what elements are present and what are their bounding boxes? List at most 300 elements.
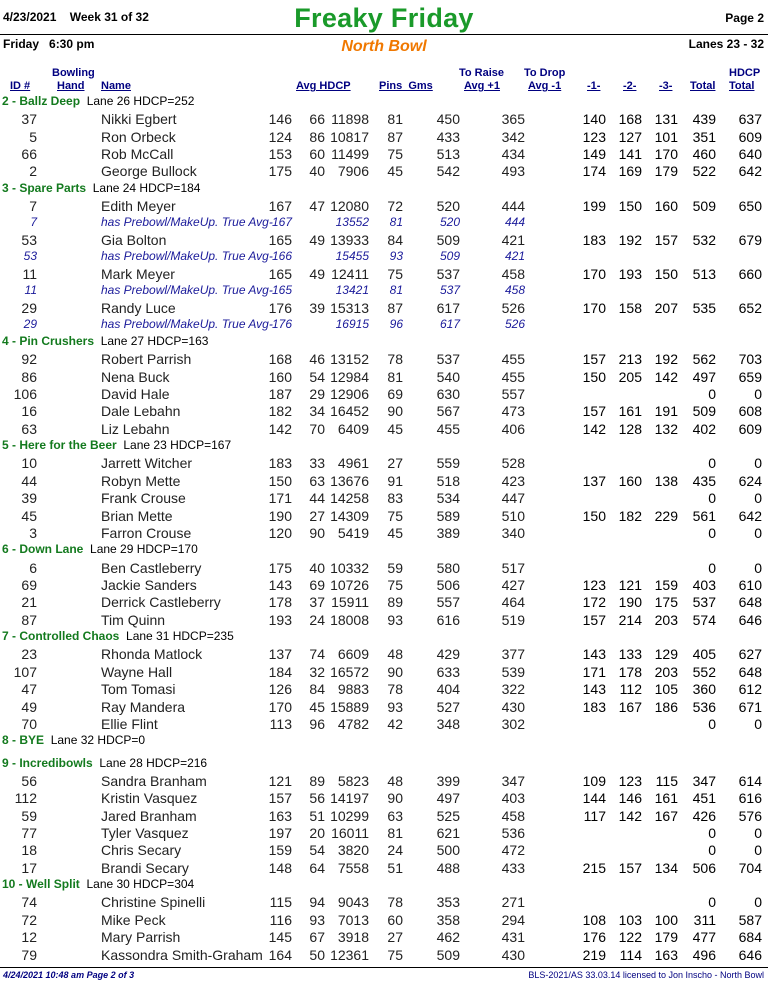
to-drop: 430: [501, 698, 525, 715]
to-raise: 429: [436, 646, 460, 663]
game1-score: 219: [582, 946, 606, 963]
pins: 12984: [330, 368, 369, 385]
col-id: ID #: [10, 80, 31, 92]
pins: 10332: [330, 559, 369, 576]
team-name: 5 - Here for the Beer: [2, 438, 117, 453]
handicap: 37: [309, 594, 325, 611]
bowler-name: Tyler Vasquez: [101, 825, 189, 841]
col-total: Total: [690, 80, 716, 92]
team-lane-hdcp: Lane 31 HDCP=235: [126, 629, 234, 644]
handicap: 40: [309, 559, 325, 576]
session-time: Friday 6:30 pm: [3, 37, 95, 51]
series-total: 477: [692, 929, 716, 946]
bowler-row: [0, 232, 768, 249]
pins: 7558: [337, 859, 369, 876]
to-raise: 389: [436, 525, 460, 541]
team-name: 4 - Pin Crushers: [2, 334, 95, 348]
bowler-name: has Prebowl/MakeUp. True Avg-: [101, 283, 273, 298]
average: 176: [268, 300, 292, 316]
game2-score: 213: [618, 351, 642, 368]
handicap: 66: [309, 111, 325, 128]
team-name: 10 - Well Split: [2, 877, 80, 892]
bowler-row: [0, 947, 768, 964]
game3-score: 105: [654, 681, 678, 698]
bowler-id: 7: [30, 215, 37, 230]
bowler-row: [0, 508, 768, 525]
games: 45: [387, 525, 403, 541]
bowler-row: [0, 790, 768, 807]
team-header: [2, 877, 768, 894]
handicap-total: 0: [754, 490, 762, 507]
average: 187: [268, 386, 292, 402]
handicap-total: 648: [738, 594, 762, 611]
game2-score: 193: [618, 266, 642, 282]
game1-score: 144: [582, 790, 606, 807]
games: 75: [387, 266, 403, 282]
average: 176: [271, 317, 292, 332]
game3-score: 207: [654, 300, 678, 316]
bowler-name: Robyn Mette: [101, 472, 181, 489]
bowler-name: Ron Orbeck: [101, 128, 176, 145]
game2-score: 103: [618, 911, 642, 928]
games: 45: [387, 420, 403, 437]
pins: 10817: [330, 128, 369, 145]
to-drop: 517: [501, 559, 525, 576]
to-drop: 430: [501, 946, 525, 963]
bowler-name: Wayne Hall: [101, 663, 173, 680]
average: 165: [268, 232, 292, 248]
bowler-row: [0, 369, 768, 386]
games: 48: [387, 646, 403, 663]
handicap-total: 646: [738, 611, 762, 628]
average: 165: [271, 283, 292, 298]
pins: 16915: [335, 317, 369, 332]
handicap: 67: [309, 929, 325, 946]
bowler-row: [0, 300, 768, 317]
handicap-total: 0: [754, 894, 762, 911]
bowler-row: [0, 111, 768, 128]
handicap-total: 576: [738, 807, 762, 824]
bowler-id: 45: [21, 507, 37, 524]
game1-score: 109: [582, 772, 606, 789]
average: 167: [268, 198, 292, 214]
to-raise: 358: [436, 911, 460, 928]
average: 175: [268, 163, 292, 180]
pins: 4961: [337, 455, 369, 472]
games: 93: [389, 249, 403, 264]
to-raise: 433: [436, 128, 460, 145]
series-total: 522: [692, 163, 716, 180]
to-drop: 528: [501, 455, 525, 472]
game2-score: 128: [618, 420, 642, 437]
pins: 12361: [330, 946, 369, 963]
to-raise: 455: [436, 420, 460, 437]
handicap: 74: [309, 646, 325, 663]
game1-score: 142: [582, 420, 606, 437]
handicap-total: 703: [738, 351, 762, 368]
pins: 13421: [335, 283, 369, 298]
game1-score: 172: [582, 594, 606, 611]
col-avg-plus1: Avg +1: [464, 80, 500, 92]
pins: 12411: [331, 266, 369, 282]
bowler-row: [0, 163, 768, 180]
handicap: 51: [309, 807, 325, 824]
handicap-total: 0: [754, 716, 762, 732]
bowler-id: 21: [21, 594, 37, 611]
bowler-id: 63: [21, 420, 37, 437]
to-drop: 447: [501, 490, 525, 507]
bowler-id: 77: [21, 825, 37, 841]
pins: 3820: [337, 842, 369, 859]
bowler-name: Derrick Castleberry: [101, 594, 221, 611]
handicap: 24: [309, 611, 325, 628]
to-raise: 462: [436, 929, 460, 946]
to-raise: 534: [436, 490, 460, 507]
average: 184: [268, 663, 292, 680]
to-raise: 497: [436, 790, 460, 807]
handicap: 47: [309, 198, 325, 214]
series-total: 561: [692, 507, 716, 524]
bowler-row: [0, 825, 768, 842]
handicap: 45: [309, 698, 325, 715]
bowler-id: 29: [23, 317, 37, 332]
handicap: 46: [309, 351, 325, 368]
bowler-row: [0, 612, 768, 629]
handicap-total: 0: [754, 559, 762, 576]
col-to-drop: To Drop: [524, 67, 566, 79]
games: 75: [387, 507, 403, 524]
to-drop: 322: [501, 681, 525, 698]
bowler-id: 87: [21, 611, 37, 628]
col-game2: -2-: [623, 80, 637, 92]
pins: 13552: [335, 215, 369, 230]
handicap-total: 648: [738, 663, 762, 680]
handicap-total: 612: [738, 681, 762, 698]
handicap-total: 609: [738, 420, 762, 437]
bowler-row: [0, 146, 768, 163]
to-raise: 509: [439, 249, 460, 264]
handicap-total: 610: [738, 577, 762, 593]
to-drop: 406: [501, 420, 525, 437]
col-avg-hdcp: Avg HDCP: [296, 80, 351, 92]
pins: 7013: [337, 911, 369, 928]
to-drop: 294: [501, 911, 525, 928]
handicap: 63: [309, 472, 325, 489]
games: 27: [387, 455, 403, 472]
average: 116: [269, 911, 292, 928]
handicap-total: 659: [738, 368, 762, 385]
game3-score: 134: [654, 859, 678, 876]
handicap-total: 679: [738, 232, 762, 248]
bowler-id: 16: [21, 403, 37, 420]
handicap-total: 637: [738, 111, 762, 128]
bowler-row: [0, 266, 768, 283]
game2-score: 192: [618, 232, 642, 248]
bowler-row: [0, 198, 768, 215]
col-hdcp: HDCP: [729, 67, 761, 79]
game1-score: 170: [582, 266, 606, 282]
handicap-total: 646: [738, 946, 762, 963]
series-total: 403: [692, 577, 716, 593]
to-raise: 537: [436, 351, 460, 368]
average: 178: [268, 594, 292, 611]
to-raise: 509: [436, 946, 460, 963]
handicap: 84: [309, 681, 325, 698]
series-total: 513: [692, 266, 716, 282]
bowler-row: [0, 681, 768, 698]
bowler-id: 7: [29, 198, 37, 214]
average: 113: [269, 716, 292, 732]
to-drop: 423: [501, 472, 525, 489]
handicap-total: 671: [738, 698, 762, 715]
bowler-name: Gia Bolton: [101, 232, 167, 248]
to-drop: 434: [501, 146, 525, 162]
to-drop: 433: [501, 859, 525, 876]
average: 182: [268, 403, 292, 420]
handicap-total: 0: [754, 455, 762, 472]
to-raise: 633: [436, 663, 460, 680]
games: 83: [387, 490, 403, 507]
pins: 9883: [337, 681, 369, 698]
to-drop: 403: [501, 790, 525, 807]
series-total: 311: [693, 911, 716, 928]
game1-score: 174: [582, 163, 606, 180]
handicap-total: 640: [738, 146, 762, 162]
bowler-name: Frank Crouse: [101, 490, 186, 507]
series-total: 497: [692, 368, 716, 385]
games: 89: [387, 594, 403, 611]
games: 81: [387, 368, 403, 385]
league-title: Freaky Friday: [294, 3, 474, 33]
game3-score: 131: [654, 111, 678, 128]
bowler-name: has Prebowl/MakeUp. True Avg-: [101, 249, 273, 264]
series-total: 0: [708, 386, 716, 402]
game2-score: 142: [618, 807, 642, 824]
games: 81: [389, 215, 403, 230]
pins: 13152: [330, 351, 369, 368]
handicap: 54: [309, 368, 325, 385]
handicap-total: 0: [754, 825, 762, 841]
games: 48: [387, 772, 403, 789]
team-name: 8 - BYE: [2, 733, 45, 748]
bowler-name: Kassondra Smith-Graham: [101, 946, 263, 963]
average: 160: [268, 368, 292, 385]
bowler-id: 37: [21, 111, 37, 128]
series-total: 460: [692, 146, 716, 162]
game1-score: 143: [582, 646, 606, 663]
games: 96: [389, 317, 403, 332]
bowler-row: [0, 129, 768, 146]
to-drop: 444: [504, 215, 525, 230]
game3-score: 203: [654, 663, 678, 680]
series-total: 535: [692, 300, 716, 316]
footer-divider: [0, 967, 768, 968]
handicap-total: 704: [738, 859, 762, 876]
to-raise: 506: [436, 577, 460, 593]
handicap: 39: [309, 300, 325, 316]
to-raise: 616: [436, 611, 460, 628]
prebowl-note-row: [0, 283, 768, 300]
handicap-total: 0: [754, 842, 762, 859]
pins: 12906: [330, 386, 369, 402]
handicap-total: 0: [754, 386, 762, 402]
col-bowling: Bowling: [52, 67, 95, 79]
average: 146: [268, 111, 292, 128]
handicap-total: 660: [738, 266, 762, 282]
series-total: 0: [708, 559, 716, 576]
bowler-id: 10: [21, 455, 37, 472]
game1-score: 150: [582, 507, 606, 524]
week-label: Week 31 of 32: [69, 10, 149, 24]
bowler-id: 86: [21, 368, 37, 385]
game2-score: 122: [618, 929, 642, 946]
bowler-name: Liz Lebahn: [101, 420, 170, 437]
average: 120: [268, 525, 292, 541]
bowler-row: [0, 577, 768, 594]
bowler-row: [0, 403, 768, 420]
series-total: 347: [692, 772, 716, 789]
bowler-row: [0, 699, 768, 716]
to-drop: 431: [501, 929, 525, 946]
games: 90: [387, 403, 403, 420]
series-total: 509: [692, 403, 716, 420]
pins: 4782: [337, 716, 369, 732]
average: 167: [271, 215, 292, 230]
handicap-total: 650: [738, 198, 762, 214]
games: 78: [387, 894, 403, 911]
to-raise: 617: [436, 300, 460, 316]
handicap: 54: [309, 842, 325, 859]
bowler-name: Farron Crouse: [101, 525, 192, 541]
game1-score: 143: [582, 681, 606, 698]
game3-score: 163: [654, 946, 678, 963]
to-raise: 630: [436, 386, 460, 402]
bowler-row: [0, 808, 768, 825]
to-drop: 340: [501, 525, 525, 541]
prebowl-note-row: [0, 215, 768, 232]
team-header: [2, 733, 768, 750]
bowler-id: 29: [21, 300, 37, 316]
team-name: 6 - Down Lane: [2, 542, 84, 557]
bowler-name: has Prebowl/MakeUp. True Avg-: [101, 317, 273, 332]
team-header: [2, 542, 768, 559]
handicap: 94: [309, 894, 325, 911]
game3-score: 150: [654, 266, 678, 282]
game2-score: 146: [618, 790, 642, 807]
games: 93: [387, 698, 403, 715]
pins: 11499: [331, 146, 369, 162]
games: 81: [387, 825, 403, 841]
handicap-total: 684: [738, 929, 762, 946]
pins: 10726: [330, 577, 369, 593]
game2-score: 150: [618, 198, 642, 214]
series-total: 0: [708, 455, 716, 472]
to-drop: 472: [501, 842, 525, 859]
team-lane-hdcp: Lane 27 HDCP=163: [100, 334, 209, 348]
handicap: 27: [309, 507, 325, 524]
pins: 6609: [337, 646, 369, 663]
average: 175: [268, 559, 292, 576]
to-raise: 518: [436, 472, 460, 489]
game3-score: 191: [654, 403, 678, 420]
games: 72: [387, 198, 403, 214]
games: 90: [387, 790, 403, 807]
handicap: 89: [309, 772, 325, 789]
to-drop: 302: [501, 716, 525, 732]
bowler-name: Edith Meyer: [101, 198, 176, 214]
series-total: 574: [692, 611, 716, 628]
handicap: 29: [309, 386, 325, 402]
series-total: 402: [692, 420, 716, 437]
pins: 11898: [331, 111, 369, 128]
games: 51: [387, 859, 403, 876]
team-header: [2, 94, 768, 111]
game1-score: 176: [582, 929, 606, 946]
bowler-row: [0, 842, 768, 859]
bowler-row: [0, 525, 768, 542]
game2-score: 133: [618, 646, 642, 663]
games: 45: [387, 163, 403, 180]
bowler-id: 44: [21, 472, 37, 489]
game3-score: 138: [654, 472, 678, 489]
game3-score: 115: [655, 772, 678, 789]
game2-score: 123: [618, 772, 642, 789]
col-hand: Hand: [57, 80, 85, 92]
handicap-total: 627: [738, 646, 762, 663]
lanes-range: Lanes 23 - 32: [688, 37, 764, 51]
average: 171: [268, 490, 292, 507]
series-total: 0: [708, 525, 716, 541]
bowler-id: 17: [21, 859, 37, 876]
to-drop: 464: [501, 594, 525, 611]
team-name: 7 - Controlled Chaos: [2, 629, 120, 644]
series-total: 506: [692, 859, 716, 876]
series-total: 435: [692, 472, 716, 489]
average: 126: [268, 681, 292, 698]
team-lane-hdcp: Lane 29 HDCP=170: [90, 542, 198, 557]
games: 78: [387, 351, 403, 368]
to-raise: 525: [436, 807, 460, 824]
game1-score: 171: [582, 663, 606, 680]
bowler-row: [0, 664, 768, 681]
game3-score: 161: [654, 790, 678, 807]
bowler-row: [0, 473, 768, 490]
game2-score: 214: [618, 611, 642, 628]
bowler-row: [0, 560, 768, 577]
series-total: 0: [708, 894, 716, 911]
pins: 13933: [330, 232, 369, 248]
bowler-id: 79: [21, 946, 37, 963]
game3-score: 160: [654, 198, 678, 214]
series-total: 0: [708, 825, 716, 841]
bowler-id: 72: [21, 911, 37, 928]
game2-score: 112: [619, 681, 642, 698]
game3-score: 167: [654, 807, 678, 824]
to-raise: 488: [436, 859, 460, 876]
bowler-name: Tom Tomasi: [101, 681, 176, 698]
bowler-id: 106: [13, 386, 37, 402]
average: 124: [268, 128, 292, 145]
printed-timestamp: 4/24/2021 10:48 am Page 2 of 3: [3, 970, 135, 980]
game1-score: 108: [582, 911, 606, 928]
team-lane-hdcp: Lane 28 HDCP=216: [99, 755, 208, 770]
handicap: 56: [309, 790, 325, 807]
bowler-name: Jackie Sanders: [101, 577, 197, 593]
to-raise: 580: [436, 559, 460, 576]
to-drop: 455: [501, 351, 525, 368]
bowler-row: [0, 912, 768, 929]
to-raise: 450: [436, 111, 460, 128]
